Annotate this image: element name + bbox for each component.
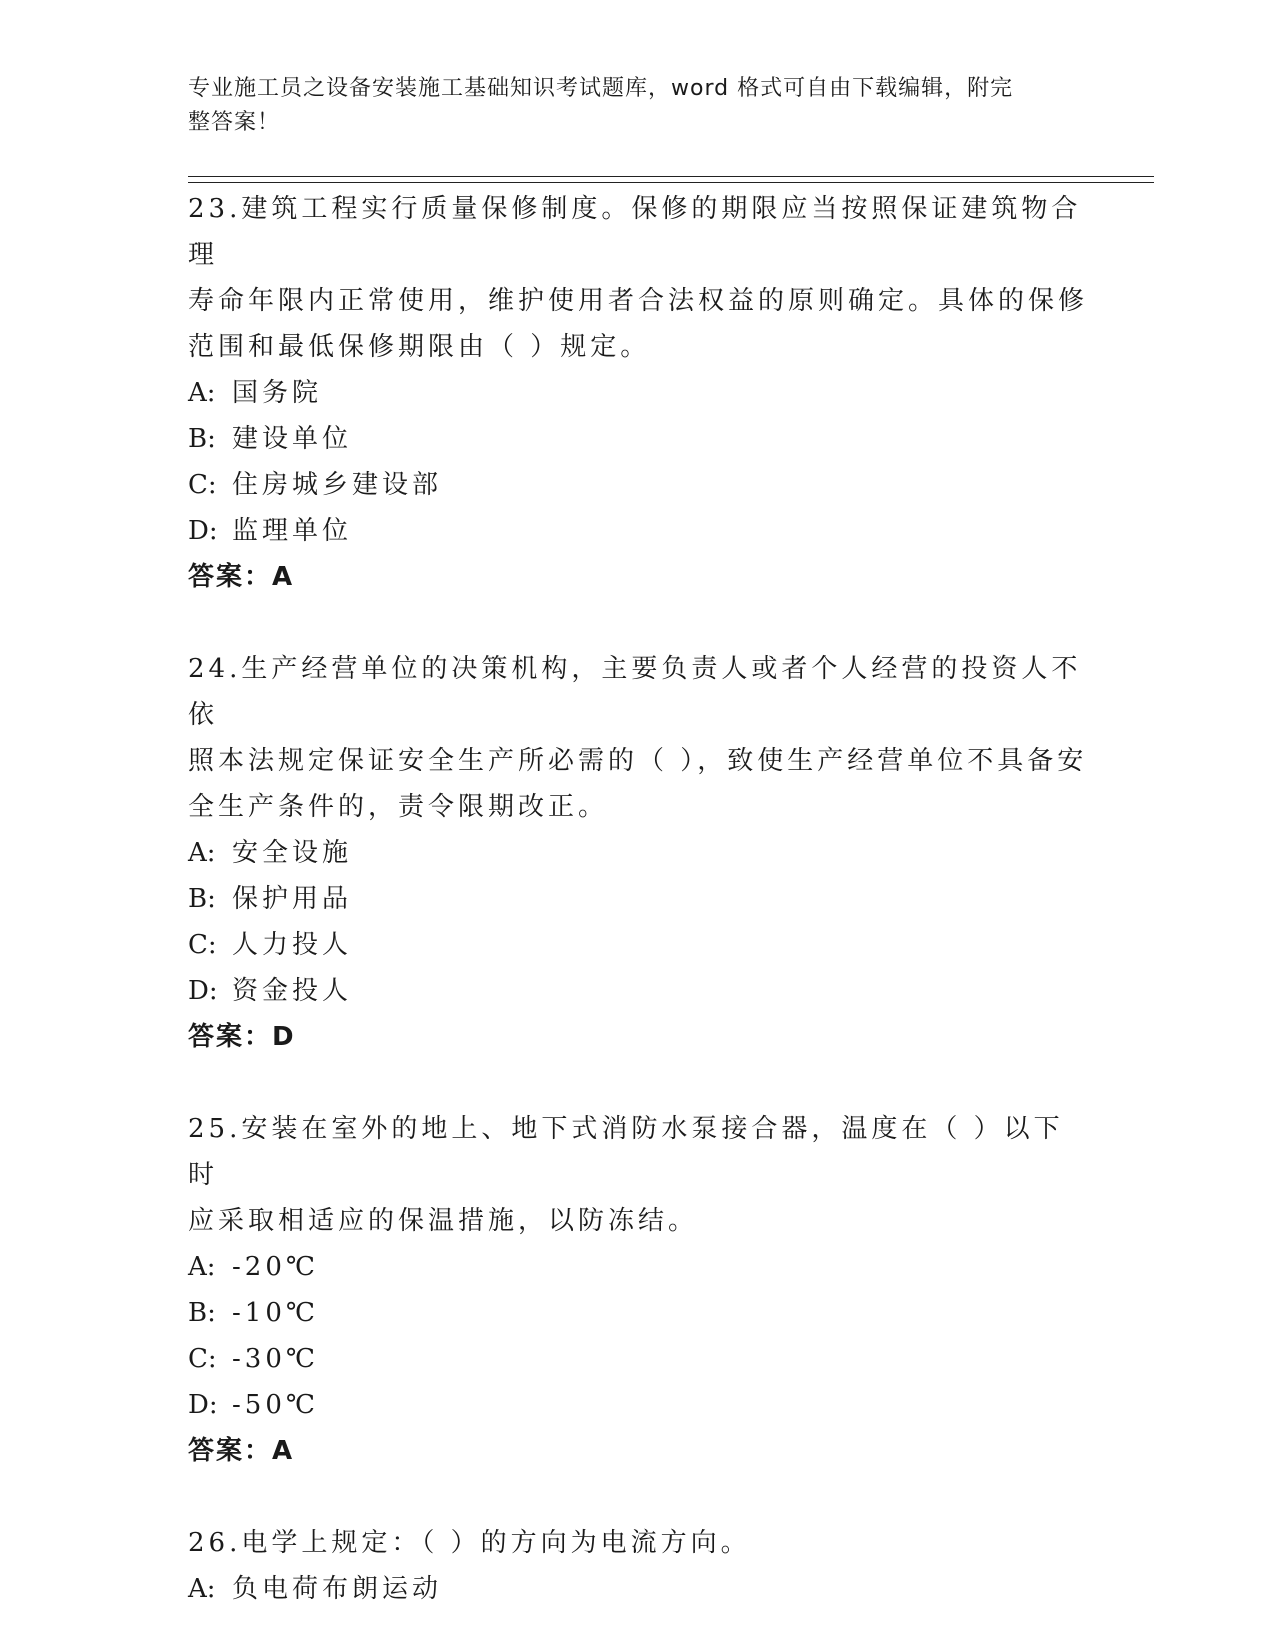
header-line-2: 整答案！	[188, 110, 281, 135]
option-text: 监理单位	[232, 516, 353, 546]
question-text-line: 23.建筑工程实行质量保修制度。保修的期限应当按照保证建筑物合理	[188, 194, 1082, 270]
option-letter: D:	[188, 1390, 218, 1420]
question-text-line: 全生产条件的，责令限期改正。	[188, 792, 609, 822]
option-letter: D:	[188, 976, 218, 1006]
option-text: 建设单位	[232, 424, 353, 454]
option-letter: C:	[188, 930, 217, 960]
question-text-line: 范围和最低保修期限由（ ）规定。	[188, 332, 651, 362]
question-text-line: 照本法规定保证安全生产所必需的（ ），致使生产经营单位不具备安	[188, 746, 1088, 776]
option-letter: C:	[188, 1344, 217, 1374]
option-letter: B:	[188, 884, 216, 914]
option-a	[188, 1566, 1088, 1612]
question-spacer	[188, 600, 1088, 646]
question-text-line: 应采取相适应的保温措施，以防冻结。	[188, 1206, 699, 1236]
option-text: 负电荷布朗运动	[232, 1574, 443, 1604]
option-c	[188, 462, 1088, 508]
question-text-line: 寿命年限内正常使用，维护使用者合法权益的原则确定。具体的保修	[188, 286, 1089, 316]
option-c	[188, 1336, 1088, 1382]
option-a	[188, 1244, 1088, 1290]
option-letter: A:	[188, 838, 216, 868]
option-d	[188, 1382, 1088, 1428]
option-letter: C:	[188, 470, 217, 500]
option-text: -30℃	[232, 1344, 319, 1374]
question-text-line: 25.安装在室外的地上、地下式消防水泵接合器，温度在（ ）以下时	[188, 1114, 1064, 1190]
answer-label: 答案：D	[188, 1022, 296, 1052]
question-text-line: 24.生产经营单位的决策机构，主要负责人或者个人经营的投资人不依	[188, 654, 1082, 730]
question-spacer	[188, 1060, 1088, 1106]
option-text: -20℃	[232, 1252, 319, 1282]
option-text: 安全设施	[232, 838, 353, 868]
option-text: 国务院	[232, 378, 323, 408]
header-divider-bottom	[188, 182, 1154, 183]
question-text-line: 26.电学上规定：（ ）的方向为电流方向。	[188, 1528, 751, 1558]
question-26	[188, 1520, 1088, 1612]
option-d	[188, 968, 1088, 1014]
question-spacer	[188, 1474, 1088, 1520]
option-text: 人力投人	[232, 930, 353, 960]
answer-label: 答案：A	[188, 562, 295, 592]
option-d	[188, 508, 1088, 554]
option-c	[188, 922, 1088, 968]
question-24	[188, 646, 1088, 1060]
document-header	[188, 72, 1068, 140]
option-text: -10℃	[232, 1298, 319, 1328]
question-25	[188, 1106, 1088, 1474]
option-a	[188, 830, 1088, 876]
option-b	[188, 1290, 1088, 1336]
question-23	[188, 186, 1088, 600]
option-letter: A:	[188, 378, 216, 408]
option-b	[188, 416, 1088, 462]
option-letter: B:	[188, 1298, 216, 1328]
option-letter: B:	[188, 424, 216, 454]
option-text: 资金投人	[232, 976, 353, 1006]
option-text: -50℃	[232, 1390, 319, 1420]
option-letter: A:	[188, 1574, 216, 1604]
option-letter: A:	[188, 1252, 216, 1282]
header-divider-top	[188, 176, 1154, 177]
option-letter: D:	[188, 516, 218, 546]
option-text: 住房城乡建设部	[232, 470, 443, 500]
option-a	[188, 370, 1088, 416]
question-list	[188, 186, 1088, 1612]
option-text: 保护用品	[232, 884, 353, 914]
header-line-1: 专业施工员之设备安装施工基础知识考试题库，word 格式可自由下载编辑，附完	[188, 76, 1014, 101]
option-b	[188, 876, 1088, 922]
answer-label: 答案：A	[188, 1436, 295, 1466]
